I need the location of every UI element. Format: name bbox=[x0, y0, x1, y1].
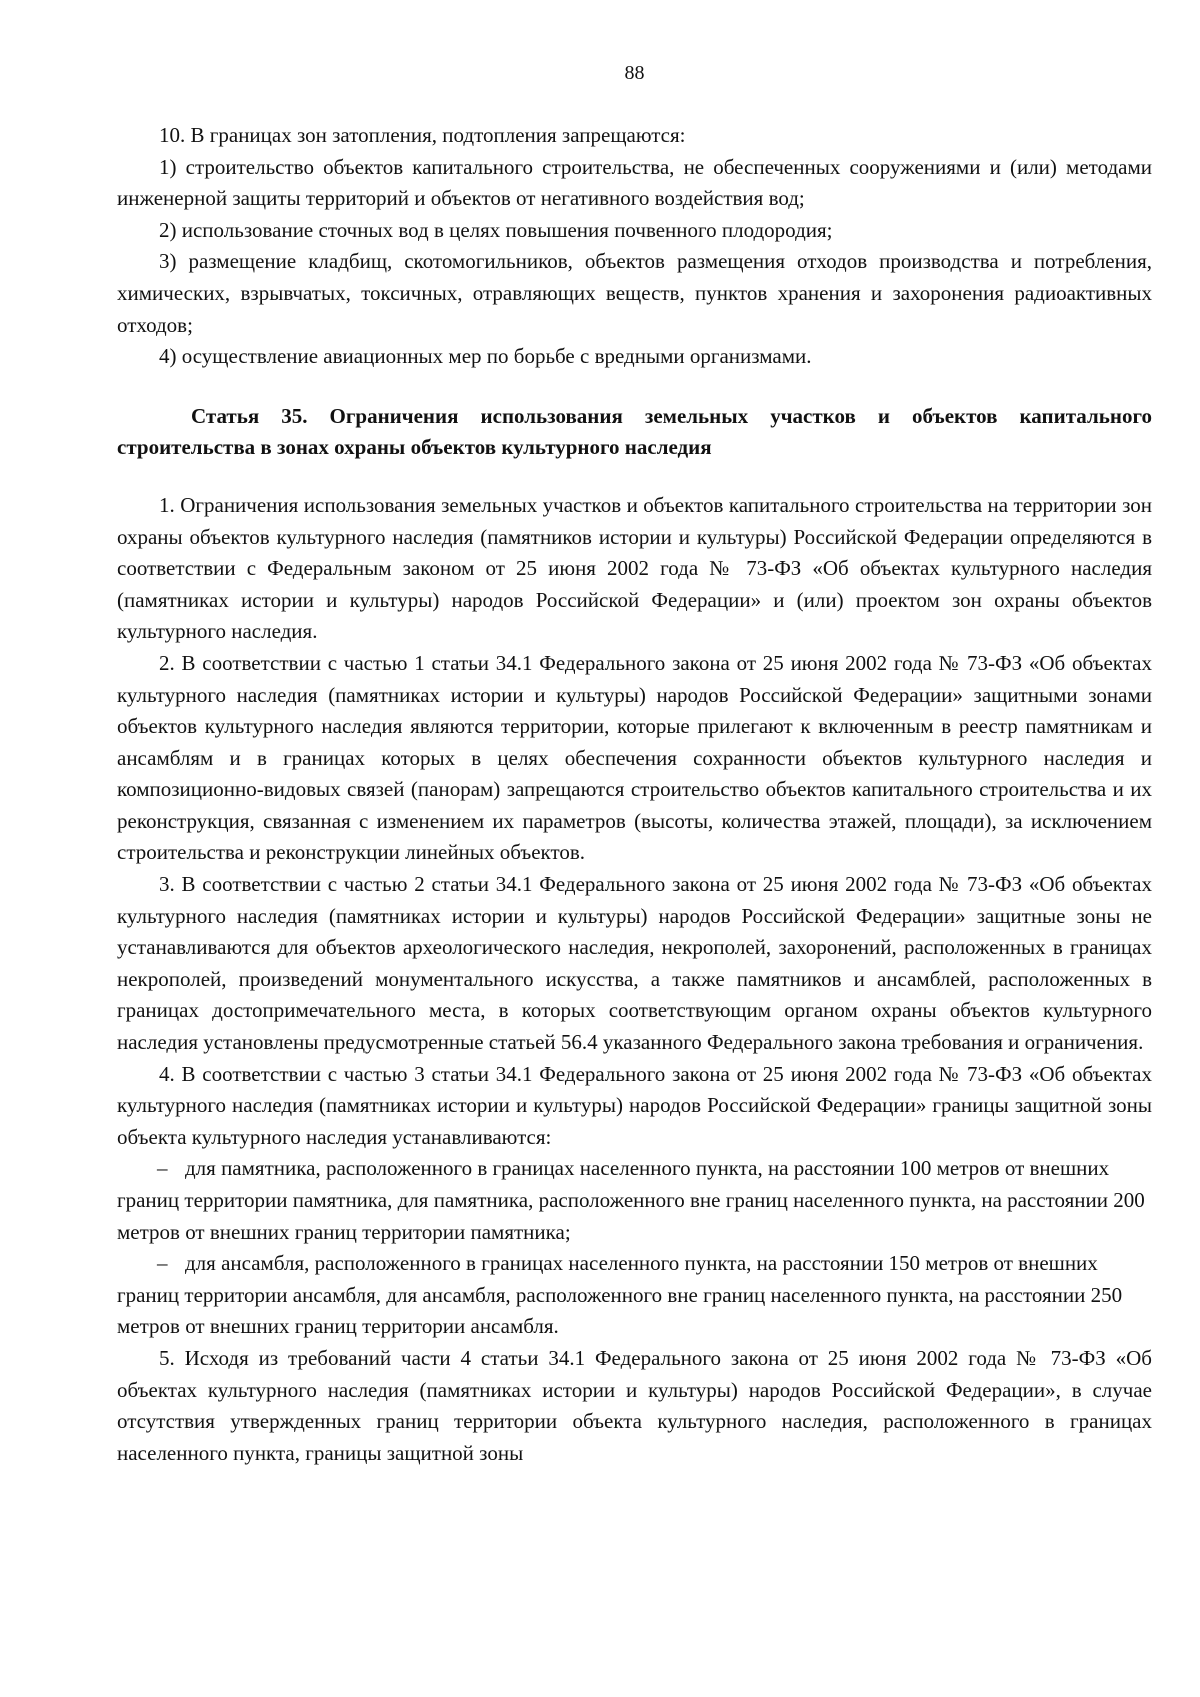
page-number: 88 bbox=[624, 62, 645, 84]
section10-item-1: 1) строительство объектов капитального строительства, не обеспеченных сооружениями и (или) методами инженерной защиты территорий и объектов от негативного воздействия вод; bbox=[117, 154, 1152, 211]
bullet-text: для ансамбля, расположенного в границах населенного пункта, на расстоянии 150 метров от внешних границ территории ансамбля, для ансамбля, расположенного вне границ населенного пункта, на расстоянии 250 метров от внешних границ территории ансамбля. bbox=[117, 1251, 1123, 1339]
dash-marker: – bbox=[157, 1251, 168, 1276]
section10-item-2: 2) использование сточных вод в целях повышения почвенного плодородия; bbox=[159, 217, 833, 242]
section10-item-3: 3) размещение кладбищ, скотомогильников, объектов размещения отходов производства и потребления, химических, взрывчатых, токсичных, отравляющих веществ, пунктов хранения и захоронения радиоактивных отходов; bbox=[117, 249, 1152, 337]
bullet-text: для памятника, расположенного в границах населенного пункта, на расстоянии 100 метров от внешних границ территории памятника, для памятника, расположенного вне границ населенного пункта, на расстоянии 200 метров от внешних границ территории памятника; bbox=[117, 1156, 1145, 1244]
article35-paragraph-4: 4. В соответствии с частью 3 статьи 34.1 Федерального закона от 25 июня 2002 года № 73-ФЗ «Об объектах культурного наследия (памятниках истории и культуры) народов Российской Федерации» границы защитной зоны объекта культурного наследия устанавливаются: bbox=[117, 1061, 1152, 1149]
document-page bbox=[117, 58, 1152, 1469]
article35-paragraph-1: 1. Ограничения использования земельных участков и объектов капитального строительства на территории зон охраны объектов культурного наследия (памятников истории и культуры) Российской Федерации определяются в соответствии с Федеральным законом от 25 июня 2002 года № 73-ФЗ «Об объектах культурного наследия (памятниках истории и культуры) народов Российской Федерации» и (или) проектом зон охраны объектов культурного наследия. bbox=[117, 492, 1152, 644]
article35-paragraph-2: 2. В соответствии с частью 1 статьи 34.1 Федерального закона от 25 июня 2002 года № 73-ФЗ «Об объектах культурного наследия (памятниках истории и культуры) народов Российской Федерации» защитными зонами объектов культурного наследия являются территории, которые прилегают к включенным в реестр памятникам и ансамблям и в границах которых в целях обеспечения сохранности объектов культурного наследия и композиционно-видовых связей (панорам) запрещаются строительство объектов капитального строительства и их реконструкция, связанная с изменением их параметров (высоты, количества этажей, площади), за исключением строительства и реконструкции линейных объектов. bbox=[117, 650, 1152, 865]
article35-paragraph-5: 5. Исходя из требований части 4 статьи 34.1 Федерального закона от 25 июня 2002 года № 73-ФЗ «Об объектах культурного наследия (памятниках истории и культуры) народов Российской Федерации», в случае отсутствия утвержденных границ территории объекта культурного наследия, расположенного в границах населенного пункта, границы защитной зоны bbox=[117, 1345, 1152, 1465]
article35-bullet-1 bbox=[117, 1153, 1152, 1248]
section10-item-4: 4) осуществление авиационных мер по борьбе с вредными организмами. bbox=[159, 344, 812, 369]
dash-marker: – bbox=[157, 1156, 168, 1181]
article35-bullet-2 bbox=[117, 1248, 1152, 1343]
article35-paragraph-3: 3. В соответствии с частью 2 статьи 34.1 Федерального закона от 25 июня 2002 года № 73-ФЗ «Об объектах культурного наследия (памятниках истории и культуры) народов Российской Федерации» защитные зоны не устанавливаются для объектов археологического наследия, некрополей, захоронений, расположенных в границах некрополей, произведений монументального искусства, а также памятников и ансамблей, расположенных в границах достопримечательного места, в которых соответствующим органом охраны объектов культурного наследия установлены предусмотренные статьей 56.4 указанного Федерального закона требования и ограничения. bbox=[117, 872, 1152, 1055]
section10-intro: 10. В границах зон затопления, подтопления запрещаются: bbox=[159, 123, 686, 147]
article35-heading: Статья 35. Ограничения использования земельных участков и объектов капитального строительства в зонах охраны объектов культурного наследия bbox=[117, 403, 1152, 460]
